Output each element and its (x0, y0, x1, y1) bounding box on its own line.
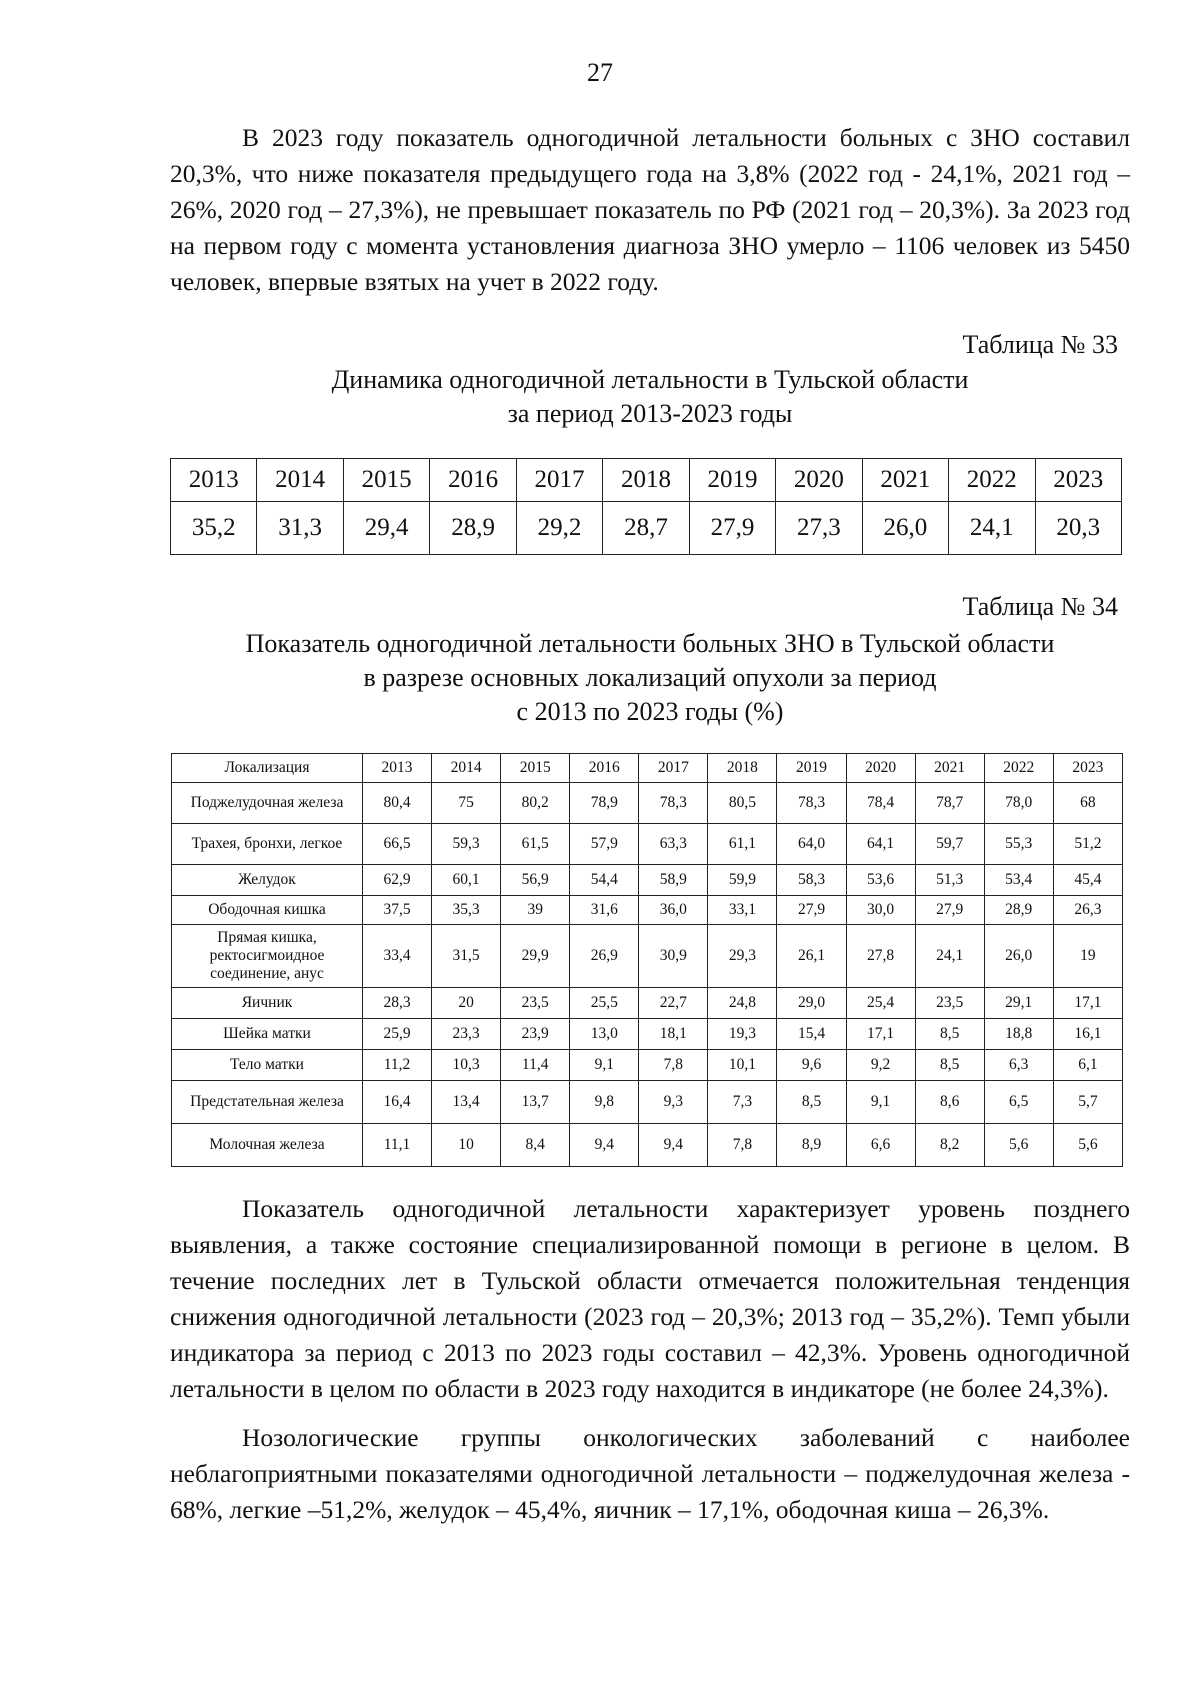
table-34-header-cell: 2018 (708, 754, 777, 783)
table-33-year-cell: 2023 (1035, 459, 1121, 502)
value-cell: 51,3 (915, 865, 984, 896)
table-33-title-line: Динамика одногодичной летальности в Тульской области (331, 365, 969, 394)
value-cell: 8,5 (915, 1019, 984, 1050)
table-row (172, 925, 1123, 988)
localization-cell: Тело матки (172, 1050, 363, 1081)
value-cell: 31,5 (432, 925, 501, 988)
table-34-header-cell: 2015 (501, 754, 570, 783)
value-cell: 78,0 (984, 783, 1053, 824)
value-cell: 53,4 (984, 865, 1053, 896)
value-cell: 58,3 (777, 865, 846, 896)
table-row (172, 1019, 1123, 1050)
table-33-year-cell: 2013 (171, 459, 257, 502)
value-cell: 33,1 (708, 896, 777, 925)
value-cell: 7,8 (639, 1050, 708, 1081)
table-34-title-line: с 2013 по 2023 годы (%) (516, 697, 784, 726)
value-cell: 29,3 (708, 925, 777, 988)
value-cell: 78,7 (915, 783, 984, 824)
table-33-value-cell: 31,3 (257, 502, 343, 555)
value-cell: 78,3 (639, 783, 708, 824)
table-33-value-cell: 28,9 (430, 502, 516, 555)
value-cell: 28,9 (984, 896, 1053, 925)
table-34-header-cell: 2013 (363, 754, 432, 783)
localization-cell: Ободочная кишка (172, 896, 363, 925)
value-cell: 9,2 (846, 1050, 915, 1081)
value-cell: 10,1 (708, 1050, 777, 1081)
table-34-header-cell: 2020 (846, 754, 915, 783)
value-cell: 15,4 (777, 1019, 846, 1050)
table-33-value-cell: 27,9 (689, 502, 775, 555)
value-cell: 64,0 (777, 824, 846, 865)
value-cell: 28,3 (363, 988, 432, 1019)
value-cell: 5,7 (1053, 1081, 1122, 1124)
value-cell: 27,9 (915, 896, 984, 925)
value-cell: 5,6 (1053, 1124, 1122, 1167)
value-cell: 53,6 (846, 865, 915, 896)
value-cell: 60,1 (432, 865, 501, 896)
table-33-year-cell: 2017 (516, 459, 602, 502)
value-cell: 24,8 (708, 988, 777, 1019)
value-cell: 57,9 (570, 824, 639, 865)
table-34-header-cell: 2022 (984, 754, 1053, 783)
localization-cell: Предстательная железа (172, 1081, 363, 1124)
table-33-value-cell: 27,3 (776, 502, 862, 555)
table-34-title-line: в разрезе основных локализаций опухоли за период (363, 663, 937, 692)
value-cell: 22,7 (639, 988, 708, 1019)
value-cell: 19 (1053, 925, 1122, 988)
value-cell: 13,7 (501, 1081, 570, 1124)
value-cell: 8,5 (777, 1081, 846, 1124)
value-cell: 9,1 (846, 1081, 915, 1124)
value-cell: 78,9 (570, 783, 639, 824)
value-cell: 80,4 (363, 783, 432, 824)
value-cell: 8,4 (501, 1124, 570, 1167)
table-33-value-cell: 26,0 (862, 502, 948, 555)
table-33-year-cell: 2019 (689, 459, 775, 502)
table-row (172, 988, 1123, 1019)
localization-cell: Яичник (172, 988, 363, 1019)
table-33-year-cell: 2021 (862, 459, 948, 502)
table-row (172, 1124, 1123, 1167)
table-row (172, 1081, 1123, 1124)
value-cell: 78,4 (846, 783, 915, 824)
value-cell: 17,1 (846, 1019, 915, 1050)
value-cell: 54,4 (570, 865, 639, 896)
table-33-value-cell: 29,2 (516, 502, 602, 555)
value-cell: 63,3 (639, 824, 708, 865)
value-cell: 30,9 (639, 925, 708, 988)
table-33-value-cell: 28,7 (603, 502, 689, 555)
value-cell: 11,1 (363, 1124, 432, 1167)
value-cell: 9,3 (639, 1081, 708, 1124)
value-cell: 11,2 (363, 1050, 432, 1081)
value-cell: 13,4 (432, 1081, 501, 1124)
table-34-header-cell: 2017 (639, 754, 708, 783)
value-cell: 10,3 (432, 1050, 501, 1081)
table-34-title (170, 627, 1130, 729)
table-33-value-cell: 29,4 (343, 502, 429, 555)
value-cell: 25,5 (570, 988, 639, 1019)
table-row (172, 824, 1123, 865)
value-cell: 8,2 (915, 1124, 984, 1167)
value-cell: 29,9 (501, 925, 570, 988)
page-number: 27 (587, 58, 613, 87)
table-33-title-line: за период 2013-2023 годы (507, 399, 793, 428)
value-cell: 9,1 (570, 1050, 639, 1081)
table-34-header-cell: 2016 (570, 754, 639, 783)
table-row (172, 896, 1123, 925)
value-cell: 61,5 (501, 824, 570, 865)
value-cell: 23,9 (501, 1019, 570, 1050)
table-34-header-cell: 2021 (915, 754, 984, 783)
table-33-year-cell: 2020 (776, 459, 862, 502)
table-row (172, 865, 1123, 896)
table-34-header-cell: Локализация (172, 754, 363, 783)
table-33-label: Таблица № 33 (962, 330, 1118, 359)
value-cell: 51,2 (1053, 824, 1122, 865)
value-cell: 31,6 (570, 896, 639, 925)
table-33-value-cell: 20,3 (1035, 502, 1121, 555)
value-cell: 27,9 (777, 896, 846, 925)
value-cell: 6,6 (846, 1124, 915, 1167)
table-33-years-row (171, 459, 1122, 502)
value-cell: 68 (1053, 783, 1122, 824)
localization-cell: Молочная железа (172, 1124, 363, 1167)
value-cell: 25,9 (363, 1019, 432, 1050)
value-cell: 16,4 (363, 1081, 432, 1124)
value-cell: 29,1 (984, 988, 1053, 1019)
value-cell: 30,0 (846, 896, 915, 925)
value-cell: 66,5 (363, 824, 432, 865)
value-cell: 11,4 (501, 1050, 570, 1081)
paragraph-indicator: Показатель одногодичной летальности характеризует уровень позднего выявления, а также состояние специализированной помощи в регионе в целом. В течение последних лет в Тульской области отмечается положительная тенденция снижения одногодичной летальности (2023 год – 20,3%; 2013 год – 35,2%). Темп убыли индикатора за период с 2013 по 2023 годы составил – 42,3%. Уровень одногодичной летальности в целом по области в 2023 году находится в индикаторе (не более 24,3%). (170, 1194, 1130, 1403)
table-33-year-cell: 2014 (257, 459, 343, 502)
value-cell: 23,3 (432, 1019, 501, 1050)
table-34-header-cell: 2014 (432, 754, 501, 783)
value-cell: 29,0 (777, 988, 846, 1019)
value-cell: 75 (432, 783, 501, 824)
value-cell: 9,4 (570, 1124, 639, 1167)
value-cell: 58,9 (639, 865, 708, 896)
value-cell: 6,5 (984, 1081, 1053, 1124)
value-cell: 23,5 (501, 988, 570, 1019)
table-34 (171, 753, 1123, 1167)
value-cell: 80,5 (708, 783, 777, 824)
value-cell: 45,4 (1053, 865, 1122, 896)
table-33-year-cell: 2022 (949, 459, 1035, 502)
value-cell: 13,0 (570, 1019, 639, 1050)
value-cell: 8,6 (915, 1081, 984, 1124)
value-cell: 78,3 (777, 783, 846, 824)
value-cell: 18,1 (639, 1019, 708, 1050)
value-cell: 7,8 (708, 1124, 777, 1167)
value-cell: 33,4 (363, 925, 432, 988)
value-cell: 8,5 (915, 1050, 984, 1081)
value-cell: 7,3 (708, 1081, 777, 1124)
value-cell: 62,9 (363, 865, 432, 896)
table-34-body (172, 783, 1123, 1167)
value-cell: 39 (501, 896, 570, 925)
table-34-header-cell: 2019 (777, 754, 846, 783)
table-34-header-cell: 2023 (1053, 754, 1122, 783)
localization-cell: Поджелудочная железа (172, 783, 363, 824)
value-cell: 8,9 (777, 1124, 846, 1167)
value-cell: 26,3 (1053, 896, 1122, 925)
value-cell: 64,1 (846, 824, 915, 865)
value-cell: 18,8 (984, 1019, 1053, 1050)
table-33-values-row (171, 502, 1122, 555)
table-33-year-cell: 2015 (343, 459, 429, 502)
value-cell: 61,1 (708, 824, 777, 865)
value-cell: 56,9 (501, 865, 570, 896)
value-cell: 23,5 (915, 988, 984, 1019)
value-cell: 59,9 (708, 865, 777, 896)
localization-cell: Трахея, бронхи, легкое (172, 824, 363, 865)
paragraph-nosology: Нозологические группы онкологических заболеваний с наиболее неблагоприятными показателями одногодичной летальности – поджелудочная железа - 68%, легкие –51,2%, желудок – 45,4%, яичник – 17,1%, ободочная киша – 26,3%. (170, 1423, 1130, 1524)
value-cell: 6,3 (984, 1050, 1053, 1081)
value-cell: 16,1 (1053, 1019, 1122, 1050)
value-cell: 37,5 (363, 896, 432, 925)
table-33 (170, 458, 1122, 555)
table-33-value-cell: 35,2 (171, 502, 257, 555)
value-cell: 25,4 (846, 988, 915, 1019)
value-cell: 36,0 (639, 896, 708, 925)
value-cell: 9,6 (777, 1050, 846, 1081)
value-cell: 27,8 (846, 925, 915, 988)
table-33-title (170, 363, 1130, 431)
value-cell: 9,4 (639, 1124, 708, 1167)
paragraph-intro: В 2023 году показатель одногодичной летальности больных с ЗНО составил 20,3%, что ниже показателя предыдущего года на 3,8% (2022 год - 24,1%, 2021 год – 26%, 2020 год – 27,3%), не превышает показатель по РФ (2021 год – 20,3%). За 2023 год на первом году с момента установления диагноза ЗНО умерло – 1106 человек из 5450 человек, впервые взятых на учет в 2022 году. (170, 123, 1130, 296)
value-cell: 59,7 (915, 824, 984, 865)
table-33-year-cell: 2018 (603, 459, 689, 502)
table-33-year-cell: 2016 (430, 459, 516, 502)
value-cell: 26,1 (777, 925, 846, 988)
value-cell: 9,8 (570, 1081, 639, 1124)
table-34-title-line: Показатель одногодичной летальности больных ЗНО в Тульской области (245, 629, 1055, 658)
table-row (172, 1050, 1123, 1081)
value-cell: 6,1 (1053, 1050, 1122, 1081)
value-cell: 59,3 (432, 824, 501, 865)
localization-cell: Прямая кишка, ректосигмоидное соединение, анус (172, 925, 363, 988)
value-cell: 19,3 (708, 1019, 777, 1050)
value-cell: 26,0 (984, 925, 1053, 988)
value-cell: 10 (432, 1124, 501, 1167)
value-cell: 80,2 (501, 783, 570, 824)
value-cell: 26,9 (570, 925, 639, 988)
localization-cell: Желудок (172, 865, 363, 896)
table-row (172, 783, 1123, 824)
value-cell: 20 (432, 988, 501, 1019)
table-34-header-row (172, 754, 1123, 783)
value-cell: 55,3 (984, 824, 1053, 865)
table-33-value-cell: 24,1 (949, 502, 1035, 555)
table-34-label: Таблица № 34 (962, 592, 1118, 621)
value-cell: 5,6 (984, 1124, 1053, 1167)
value-cell: 17,1 (1053, 988, 1122, 1019)
value-cell: 35,3 (432, 896, 501, 925)
value-cell: 24,1 (915, 925, 984, 988)
localization-cell: Шейка матки (172, 1019, 363, 1050)
